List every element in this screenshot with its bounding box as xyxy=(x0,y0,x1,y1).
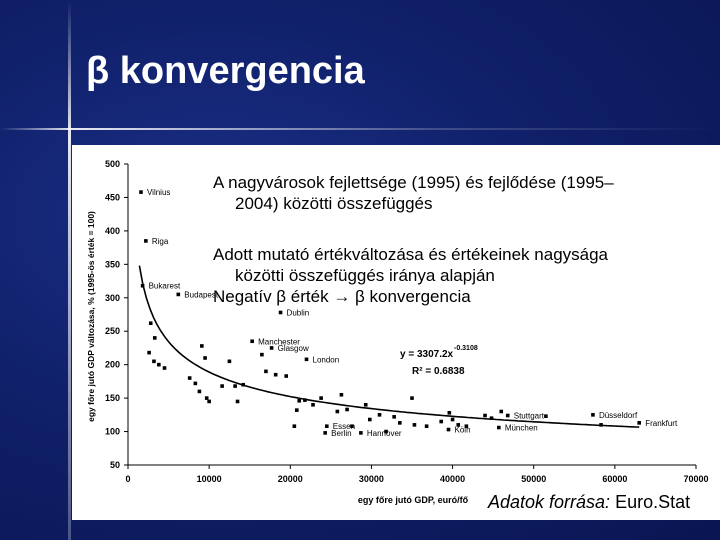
data-point-münchen xyxy=(497,426,501,430)
data-point xyxy=(439,420,443,424)
data-point xyxy=(274,373,278,377)
relationship-note xyxy=(213,244,608,307)
point-label: Essen xyxy=(332,422,356,432)
data-point xyxy=(340,393,344,397)
data-point-budapest xyxy=(177,293,181,297)
data-point xyxy=(220,384,224,388)
point-label: Vilnius xyxy=(146,188,171,198)
y-tick-label: 500 xyxy=(104,159,120,169)
data-point-bukarest xyxy=(141,284,145,288)
y-tick-label: 450 xyxy=(104,192,120,203)
data-point xyxy=(260,353,264,357)
data-point xyxy=(425,424,429,428)
decorative-vertical-line xyxy=(68,0,71,540)
data-point xyxy=(163,366,167,370)
data-point xyxy=(157,363,161,367)
point-label: Riga xyxy=(151,236,169,246)
data-point xyxy=(319,396,323,400)
x-tick-label: 20000 xyxy=(277,474,303,484)
data-point xyxy=(228,360,232,364)
y-tick-label: 50 xyxy=(109,460,120,470)
data-point xyxy=(147,351,151,355)
source-value: Euro.Stat xyxy=(615,492,691,512)
point-label: Stuttgart xyxy=(513,411,544,421)
data-point xyxy=(398,421,402,425)
data-point xyxy=(378,413,382,417)
data-point-riga xyxy=(144,239,148,243)
y-tick-label: 150 xyxy=(104,393,120,404)
y-tick-label: 300 xyxy=(104,292,120,303)
data-point-glasgow xyxy=(270,346,274,350)
point-label: Hannover xyxy=(366,428,402,438)
data-point xyxy=(451,418,455,422)
data-point xyxy=(205,396,209,400)
point-label: Bukarest xyxy=(148,281,181,291)
data-point xyxy=(483,414,487,418)
data-point xyxy=(236,400,240,404)
data-point xyxy=(544,414,548,418)
decorative-horizontal-line xyxy=(0,128,720,130)
slide-title: β konvergencia xyxy=(86,50,365,92)
data-point xyxy=(264,370,268,374)
data-point xyxy=(364,403,368,407)
data-point xyxy=(490,416,494,420)
source-label: Adatok forrása: xyxy=(488,492,611,512)
data-point xyxy=(207,400,211,404)
data-point-essen xyxy=(325,424,329,428)
point-label: London xyxy=(312,355,340,365)
data-point xyxy=(233,384,237,388)
data-point xyxy=(448,411,452,415)
data-point xyxy=(203,356,207,360)
x-tick-label: 0 xyxy=(125,474,131,484)
x-axis-label: egy főre jutó GDP, euró/fő xyxy=(357,495,469,505)
data-point xyxy=(149,321,153,325)
point-label: Frankfurt xyxy=(645,418,678,428)
data-point-stuttgart xyxy=(506,414,510,418)
data-point xyxy=(336,410,340,414)
data-point-dublin xyxy=(279,311,283,315)
description-line-1a: A nagyvárosok fejlettsége (1995) és fejlődése (1995– xyxy=(213,173,614,192)
trend-equation: y = 3307.2x xyxy=(400,349,454,360)
data-point xyxy=(413,423,417,427)
y-tick-label: 100 xyxy=(104,426,120,437)
conclusion-line: Negatív β érték → β konvergencia xyxy=(213,287,471,306)
data-point xyxy=(410,396,414,400)
data-point-berlin xyxy=(323,431,327,435)
data-point xyxy=(311,403,315,407)
y-tick-label: 350 xyxy=(104,259,120,270)
x-tick-label: 30000 xyxy=(358,474,384,484)
data-point-frankfurt xyxy=(637,421,641,425)
data-point xyxy=(392,415,396,419)
trend-exponent: -0.3108 xyxy=(454,345,478,352)
data-point xyxy=(345,408,349,412)
data-point xyxy=(293,424,297,428)
data-point xyxy=(198,390,202,394)
data-point xyxy=(368,418,372,422)
data-point xyxy=(241,383,245,387)
data-point xyxy=(188,376,192,380)
data-point-manchester xyxy=(250,339,254,343)
point-label: Dublin xyxy=(286,308,310,318)
data-point-düsseldorf xyxy=(591,413,595,417)
x-tick-label: 10000 xyxy=(196,474,222,484)
point-label: Glasgow xyxy=(277,343,309,353)
y-tick-label: 400 xyxy=(104,225,120,236)
description-line-2a: Adott mutató értékváltozása és értékeinek nagysága xyxy=(213,245,609,264)
x-tick-label: 70000 xyxy=(683,474,709,484)
point-label: München xyxy=(504,423,538,433)
y-tick-label: 250 xyxy=(104,326,120,337)
point-label: Köln xyxy=(454,425,471,435)
point-label: Budapest xyxy=(184,290,219,300)
x-tick-label: 60000 xyxy=(602,474,628,484)
point-label: Düsseldorf xyxy=(598,410,638,420)
data-point-vilnius xyxy=(139,190,143,194)
chart-description xyxy=(213,172,614,214)
point-label: Manchester xyxy=(258,337,300,347)
data-source xyxy=(488,492,690,513)
data-point xyxy=(303,398,307,402)
x-tick-label: 40000 xyxy=(440,474,466,484)
description-line-2b: közötti összefüggés iránya alapján xyxy=(235,266,495,285)
x-tick-label: 50000 xyxy=(521,474,547,484)
data-point xyxy=(194,382,198,386)
r-squared: R² = 0.6838 xyxy=(412,366,465,377)
data-point xyxy=(295,408,299,412)
data-point-london xyxy=(305,358,309,362)
data-point-hannover xyxy=(359,431,363,435)
data-point xyxy=(200,344,204,348)
y-tick-label: 200 xyxy=(104,359,120,370)
data-point xyxy=(499,410,503,414)
data-point xyxy=(297,399,301,403)
data-point-köln xyxy=(447,428,451,432)
data-point xyxy=(284,374,288,378)
data-point xyxy=(152,360,156,364)
data-point xyxy=(153,336,157,340)
description-line-1b: 2004) közötti összefüggés xyxy=(235,194,433,213)
point-label: Berlin xyxy=(331,428,352,438)
y-axis-label: egy főre jutó GDP változása, % (1995-ös érték = 100) xyxy=(86,211,96,422)
data-point xyxy=(599,423,603,427)
